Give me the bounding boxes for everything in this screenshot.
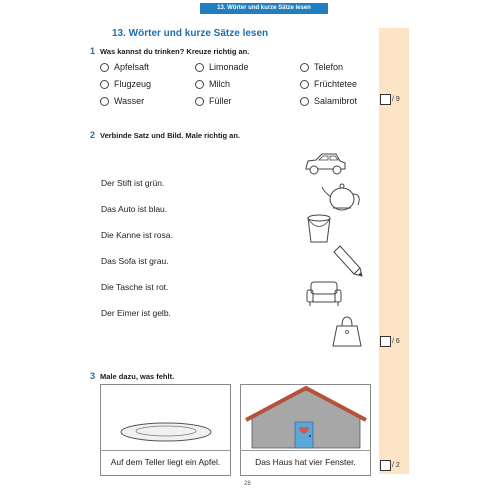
score-task-3: / 2 [380, 458, 400, 472]
option-checkbox[interactable]: Wasser [100, 96, 144, 106]
score-box[interactable] [380, 336, 391, 347]
sentence-item: Die Tasche ist rot. [101, 282, 169, 292]
radio-circle-icon[interactable] [100, 97, 109, 106]
score-box[interactable] [380, 460, 391, 471]
radio-circle-icon[interactable] [195, 80, 204, 89]
radio-circle-icon[interactable] [300, 80, 309, 89]
task-3-number: 3 [90, 371, 96, 381]
chapter-tab: 13. Wörter und kurze Sätze lesen [200, 3, 328, 14]
caption-plate: Auf dem Teller liegt ein Apfel. [110, 457, 221, 467]
option-checkbox[interactable]: Salamibrot [300, 96, 357, 106]
handbag-icon[interactable] [330, 314, 364, 348]
sentence-item: Die Kanne ist rosa. [101, 230, 173, 240]
sentence-item: Das Auto ist blau. [101, 204, 168, 214]
task-3-prompt: Male dazu, was fehlt. [100, 372, 175, 381]
option-checkbox[interactable]: Milch [195, 79, 230, 89]
option-checkbox[interactable]: Telefon [300, 62, 343, 72]
radio-circle-icon[interactable] [195, 63, 204, 72]
radio-circle-icon[interactable] [300, 63, 309, 72]
pencil-icon[interactable] [330, 244, 364, 278]
caption-house: Das Haus hat vier Fenster. [255, 457, 356, 467]
teapot-icon[interactable] [320, 180, 366, 214]
task-1-number: 1 [90, 46, 96, 56]
task-1-prompt: Was kannst du trinken? Kreuze richtig an. [100, 47, 250, 56]
radio-circle-icon[interactable] [195, 97, 204, 106]
page-title: 13. Wörter und kurze Sätze lesen [112, 28, 269, 39]
option-checkbox[interactable]: Früchtetee [300, 79, 357, 89]
sentence-item: Der Stift ist grün. [101, 178, 165, 188]
plate-icon [118, 420, 214, 444]
option-checkbox[interactable]: Apfelsaft [100, 62, 149, 72]
score-box[interactable] [380, 94, 391, 105]
option-checkbox[interactable]: Füller [195, 96, 232, 106]
radio-circle-icon[interactable] [300, 97, 309, 106]
radio-circle-icon[interactable] [100, 63, 109, 72]
score-task-2: / 6 [380, 334, 400, 348]
option-checkbox[interactable]: Limonade [195, 62, 249, 72]
page-number: 28 [244, 481, 251, 487]
task-2-number: 2 [90, 130, 96, 140]
sofa-icon[interactable] [304, 278, 344, 308]
car-icon[interactable] [302, 150, 348, 178]
house-icon [244, 386, 368, 450]
score-task-1: / 9 [380, 92, 400, 106]
sentence-item: Der Eimer ist gelb. [101, 308, 171, 318]
task-2-prompt: Verbinde Satz und Bild. Male richtig an. [100, 131, 241, 140]
bucket-icon[interactable] [304, 210, 334, 246]
sentence-item: Das Sofa ist grau. [101, 256, 169, 266]
radio-circle-icon[interactable] [100, 80, 109, 89]
option-checkbox[interactable]: Flugzeug [100, 79, 151, 89]
